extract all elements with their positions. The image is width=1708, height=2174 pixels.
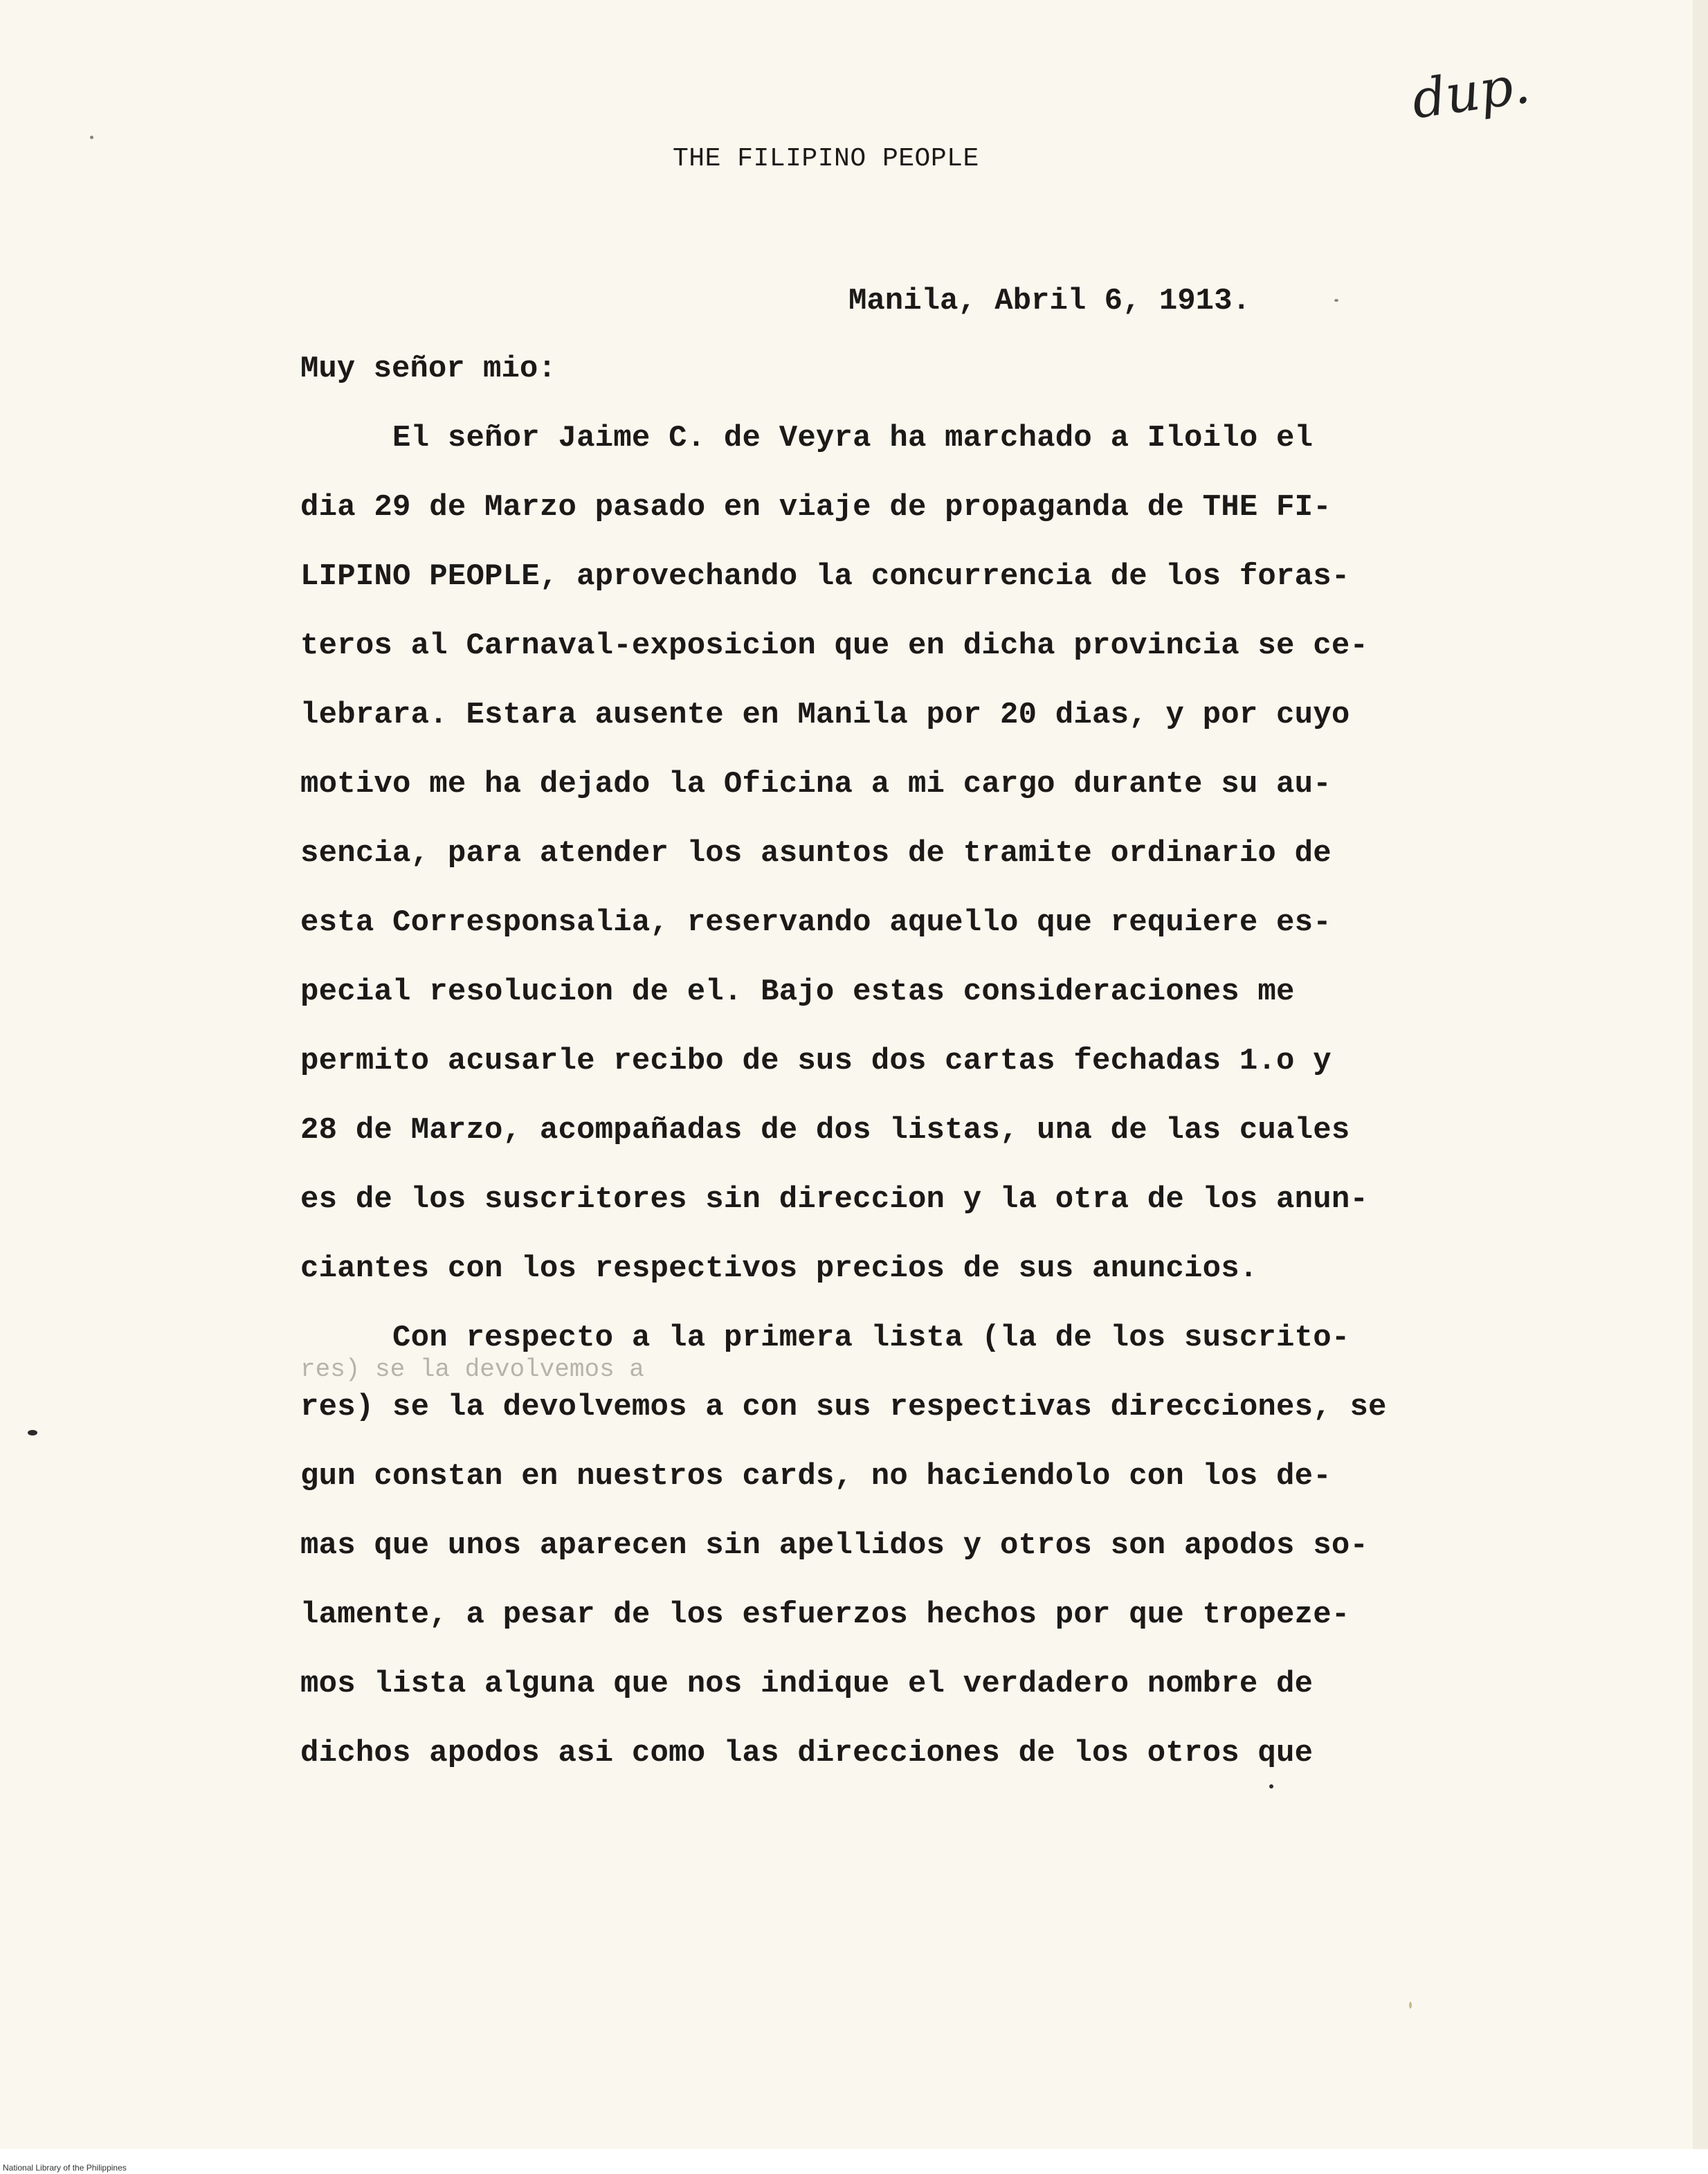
body-line: ciantes con los respectivos precios de sus anuncios. [300, 1251, 1258, 1286]
faint-overtype: res) se la devolvemos a [300, 1355, 644, 1384]
body-line: esta Corresponsalia, reservando aquello que requiere es- [300, 905, 1332, 940]
paper-speck [1334, 299, 1338, 302]
body-line: dichos apodos asi como las direcciones de los otros que [300, 1736, 1314, 1770]
body-line: El señor Jaime C. de Veyra ha marchado a Iloilo el [300, 421, 1314, 455]
body-line: LIPINO PEOPLE, aprovechando la concurrencia de los foras- [300, 559, 1350, 594]
body-line: pecial resolucion de el. Bajo estas consideraciones me [300, 975, 1295, 1009]
body-line: gun constan en nuestros cards, no haciendolo con los de- [300, 1459, 1332, 1494]
ink-speck [28, 1430, 37, 1435]
body-line: mas que unos aparecen sin apellidos y otros son apodos so- [300, 1528, 1369, 1563]
masthead-title: THE FILIPINO PEOPLE [673, 144, 979, 174]
salutation: Muy señor mio: [300, 352, 556, 386]
body-line: 28 de Marzo, acompañadas de dos listas, una de las cuales [300, 1113, 1350, 1148]
body-line: res) se la devolvemos a con sus respectivas direcciones, se [300, 1390, 1387, 1424]
body-line: sencia, para atender los asuntos de tramite ordinario de [300, 836, 1332, 871]
body-line: teros al Carnaval-exposicion que en dicha provincia se ce- [300, 628, 1369, 663]
scan-label: National Library of the Philippines [3, 2163, 127, 2173]
body-line: mos lista alguna que nos indique el verdadero nombre de [300, 1667, 1314, 1701]
body-line: permito acusarle recibo de sus dos cartas fechadas 1.o y [300, 1044, 1332, 1078]
scan-footer [0, 2149, 1708, 2174]
paper-speck [1409, 2002, 1412, 2009]
body-line: dia 29 de Marzo pasado en viaje de propaganda de THE FI- [300, 490, 1332, 525]
body-line: lebrara. Estara ausente en Manila por 20 dias, y por cuyo [300, 698, 1350, 732]
ink-speck [1269, 1784, 1273, 1788]
dateline: Manila, Abril 6, 1913. [848, 284, 1251, 318]
body-line: es de los suscritores sin direccion y la otra de los anun- [300, 1182, 1369, 1217]
body-line: lamente, a pesar de los esfuerzos hechos por que tropeze- [300, 1597, 1350, 1632]
handwritten-note: dup. [1408, 53, 1534, 131]
page-edge [1693, 0, 1708, 2174]
paper-speck [90, 136, 93, 139]
body-line: motivo me ha dejado la Oficina a mi cargo durante su au- [300, 767, 1332, 801]
body-line: Con respecto a la primera lista (la de los suscrito- [300, 1321, 1350, 1355]
